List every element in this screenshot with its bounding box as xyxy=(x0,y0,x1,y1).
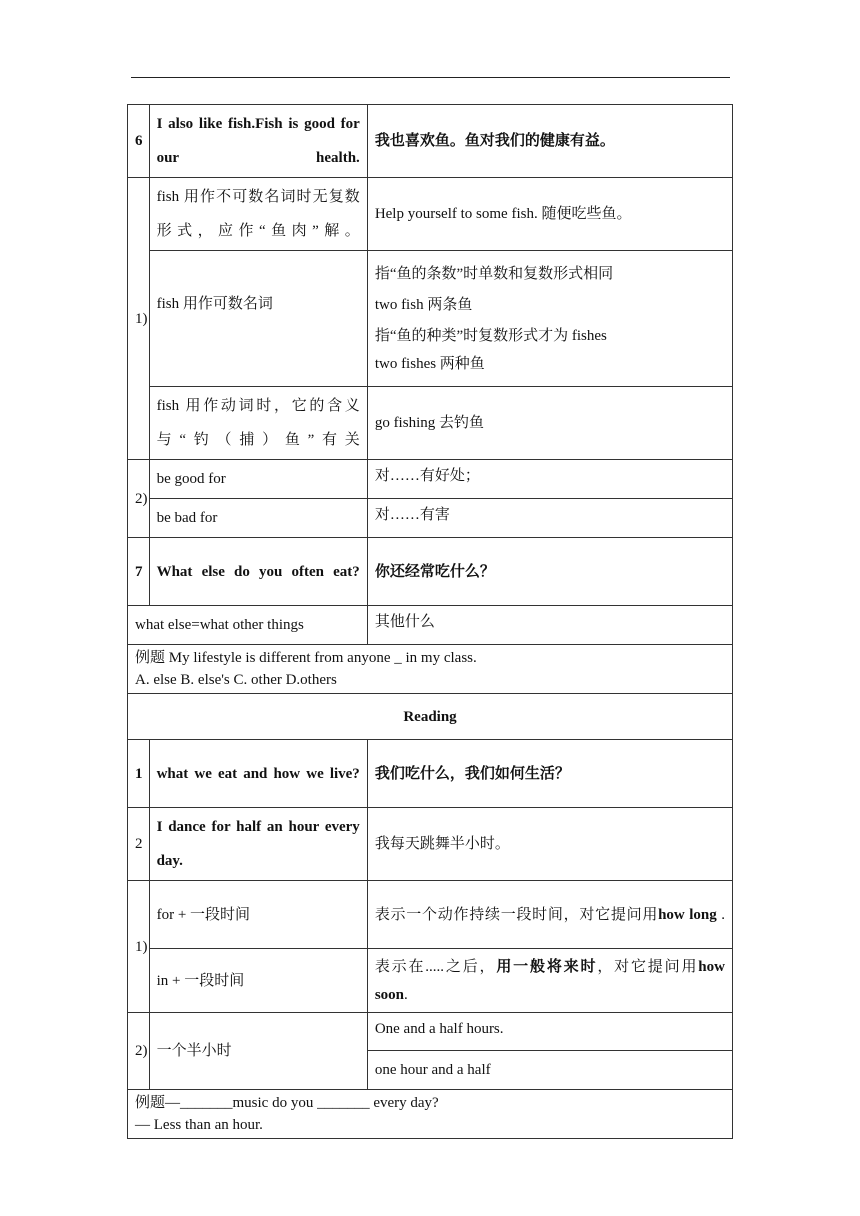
example-line: A. else B. else's C. other D.others xyxy=(135,672,337,688)
phrase: be good for xyxy=(149,460,367,499)
row-number: 2) xyxy=(128,1013,150,1090)
usage-keyword: how long xyxy=(658,906,717,923)
sentence-chinese: 我们吃什么，我们如何生活？ xyxy=(367,740,732,808)
row-number: 2 xyxy=(128,808,150,881)
phrase: for + 一段时间 xyxy=(149,881,367,949)
table-row xyxy=(128,606,733,645)
phrase-meaning: One and a half hours. xyxy=(367,1013,732,1051)
usage-line: two fish 两条鱼 xyxy=(374,296,473,313)
sentence-chinese: 你还经常吃什么？ xyxy=(367,538,732,606)
example-line: — Less than an hour. xyxy=(135,1117,263,1133)
example-line: 例题—_______music do you _______ every day? xyxy=(135,1095,439,1111)
usage-example xyxy=(367,881,732,949)
table-row xyxy=(128,1090,733,1139)
sentence-english: I dance for half an hour every day. xyxy=(149,808,367,881)
sentence-english: What else do you often eat? xyxy=(149,538,367,606)
example-question xyxy=(128,645,733,694)
usage-text: 表示一个动作持续一段时间，对它提问用 xyxy=(374,906,659,923)
usage-keyword: 用一般将来时 xyxy=(496,958,598,975)
usage-text: ，对它提问用 xyxy=(597,958,699,975)
row-number: 1) xyxy=(128,178,150,460)
table-row xyxy=(128,387,733,460)
table-row xyxy=(128,499,733,538)
table-row xyxy=(128,251,733,387)
table-row xyxy=(128,460,733,499)
table-row xyxy=(128,105,733,178)
phrase: in + 一段时间 xyxy=(149,949,367,1013)
table-row xyxy=(128,645,733,694)
phrase: 一个半小时 xyxy=(149,1013,367,1090)
usage-line: two fishes 两种鱼 xyxy=(374,355,485,372)
notes-table xyxy=(127,104,733,1139)
row-number: 1) xyxy=(128,881,150,1013)
sentence-chinese: 我每天跳舞半小时。 xyxy=(367,808,732,881)
table-row xyxy=(128,740,733,808)
phrase: what else=what other things xyxy=(128,606,368,645)
usage-text: . xyxy=(404,986,408,1003)
usage-note: fish 用作可数名词 xyxy=(149,251,367,387)
usage-example xyxy=(367,251,732,387)
phrase-meaning: 其他什么 xyxy=(367,606,732,645)
usage-example xyxy=(367,949,732,1013)
usage-note: fish 用作不可数名词时无复数形式，应作“鱼肉”解。 xyxy=(149,178,367,251)
table-row xyxy=(128,808,733,881)
example-question xyxy=(128,1090,733,1139)
table-row xyxy=(128,178,733,251)
example-line: 例题 My lifestyle is different from anyone _ in my class. xyxy=(135,650,477,666)
usage-keyword: how soon xyxy=(374,958,725,1003)
row-number: 6 xyxy=(128,105,150,178)
section-title: Reading xyxy=(128,694,733,740)
usage-note: fish 用作动词时，它的含义与“钓（捕）鱼”有关 xyxy=(149,387,367,460)
row-number: 7 xyxy=(128,538,150,606)
header-rule xyxy=(131,77,730,78)
table-row xyxy=(128,694,733,740)
phrase: be bad for xyxy=(149,499,367,538)
phrase-meaning: 对……有害 xyxy=(367,499,732,538)
phrase-meaning: 对……有好处； xyxy=(367,460,732,499)
sentence-chinese: 我也喜欢鱼。鱼对我们的健康有益。 xyxy=(367,105,732,178)
usage-line: 指“鱼的种类”时复数形式才为 fishes xyxy=(374,327,607,344)
row-number: 2) xyxy=(128,460,150,538)
table-row xyxy=(128,1013,733,1051)
phrase-meaning: one hour and a half xyxy=(367,1051,732,1090)
sentence-english: what we eat and how we live? xyxy=(149,740,367,808)
usage-example: go fishing 去钓鱼 xyxy=(367,387,732,460)
row-number: 1 xyxy=(128,740,150,808)
table-row xyxy=(128,949,733,1013)
table-row xyxy=(128,881,733,949)
usage-text: 表示在.....之后， xyxy=(374,958,497,975)
sentence-english: I also like fish.Fish is good for our health. xyxy=(149,105,367,178)
usage-line: 指“鱼的条数”时单数和复数形式相同 xyxy=(374,265,614,282)
usage-text: . xyxy=(716,906,725,923)
table-row xyxy=(128,538,733,606)
usage-example: Help yourself to some fish. 随便吃些鱼。 xyxy=(367,178,732,251)
